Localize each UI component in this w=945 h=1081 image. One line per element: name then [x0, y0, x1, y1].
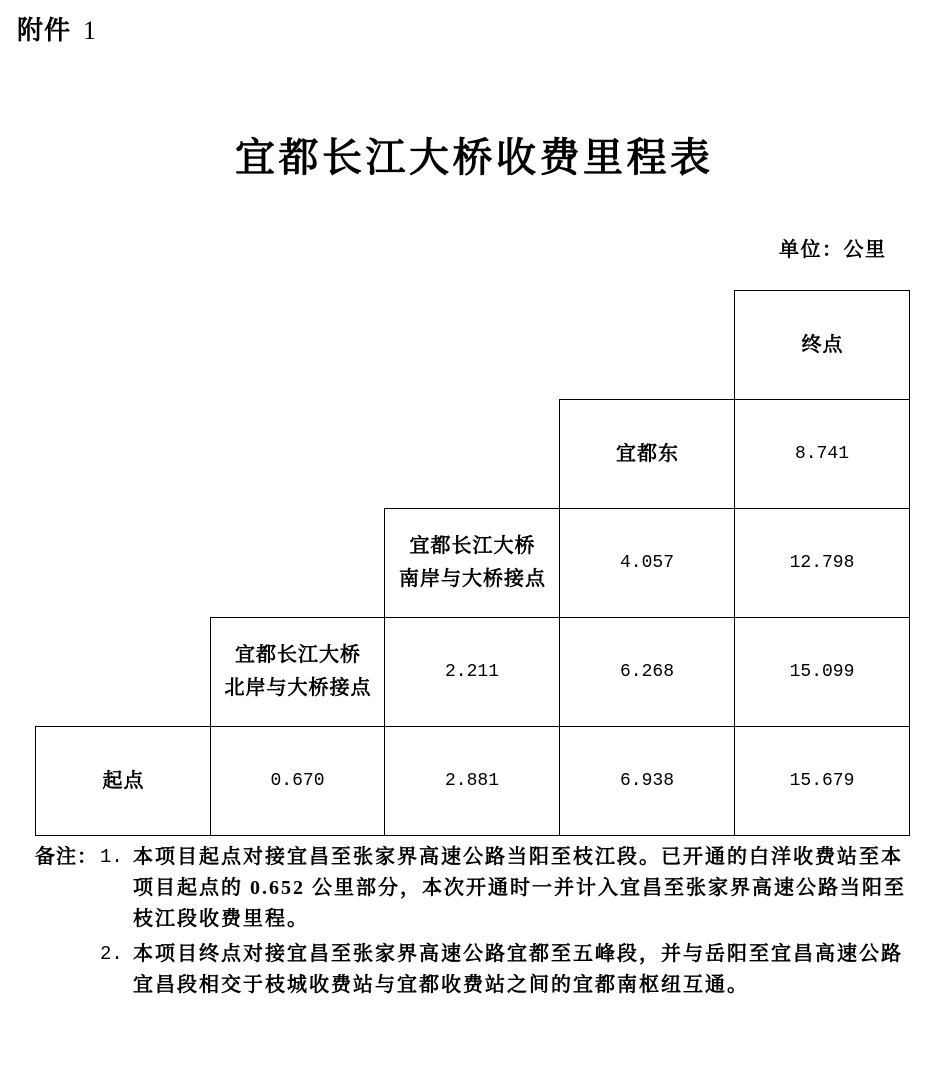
- station-cell-yidu-east: [559, 399, 735, 509]
- distance-cell-north-bank-to-end: [734, 617, 910, 727]
- note-line: 本项目终点对接宜昌至张家界高速公路宜都至五峰段，并与岳阳至宜昌高速公路: [133, 943, 903, 965]
- distance-cell-yidu-east-to-end: [734, 399, 910, 509]
- distance-cell-start-to-south-bank: [384, 726, 560, 836]
- station-cell-north-bank: [210, 617, 385, 727]
- notes-label: 备注：: [35, 846, 98, 868]
- station-label: 起点: [102, 769, 145, 792]
- station-label-line-1: 宜都长江大桥: [235, 644, 361, 666]
- station-label-line-2: 北岸与大桥接点: [224, 677, 372, 699]
- document-title: 宜都长江大桥收费里程表: [235, 135, 714, 180]
- distance-value: 6.938: [619, 771, 674, 791]
- attachment-heading: [17, 15, 96, 47]
- distance-cell-north-bank-to-south-bank: [384, 617, 560, 727]
- attachment-label: 附件: [17, 16, 72, 45]
- station-cell-south-bank: [384, 508, 560, 618]
- note-number: 2.: [100, 943, 123, 965]
- note-text: [133, 939, 903, 1001]
- distance-value: 0.670: [270, 771, 325, 791]
- distance-value: 4.057: [619, 553, 674, 573]
- note-number: 1.: [100, 846, 123, 868]
- distance-value: 8.741: [794, 444, 849, 464]
- distance-value: 2.881: [444, 771, 499, 791]
- distance-cell-south-bank-to-end: [734, 508, 910, 618]
- unit-label: 单位：公里: [779, 239, 887, 261]
- note-line: 本项目起点对接宜昌至张家界高速公路当阳至枝江段。已开通的白洋收费站至本: [133, 846, 903, 868]
- note-line: 宜昌段相交于枝城收费站与宜都收费站之间的宜都南枢纽互通。: [133, 974, 749, 996]
- distance-cell-start-to-north-bank: [210, 726, 385, 836]
- note-line: 项目起点的 0.652 公里部分，本次开通时一并计入宜昌至张家界高速公路当阳至: [133, 877, 906, 899]
- distance-cell-start-to-yidu-east: [559, 726, 735, 836]
- station-cell-end: [734, 290, 910, 400]
- station-cell-start: [35, 726, 211, 836]
- distance-value: 6.268: [619, 662, 674, 682]
- distance-value: 2.211: [444, 662, 499, 682]
- distance-value: 12.798: [789, 553, 855, 573]
- note-line: 枝江段收费里程。: [133, 908, 309, 930]
- distance-cell-start-to-end: [734, 726, 910, 836]
- station-label-line-2: 南岸与大桥接点: [399, 568, 546, 590]
- distance-value: 15.099: [789, 662, 855, 682]
- distance-value: 15.679: [789, 771, 855, 791]
- station-label: 宜都东: [616, 442, 679, 465]
- station-label: 终点: [801, 333, 844, 356]
- distance-cell-south-bank-to-yidu-east: [559, 508, 735, 618]
- distance-cell-north-bank-to-yidu-east: [559, 617, 735, 727]
- attachment-number: 1: [83, 16, 97, 45]
- note-text: [133, 842, 906, 935]
- station-label-line-1: 宜都长江大桥: [409, 535, 536, 557]
